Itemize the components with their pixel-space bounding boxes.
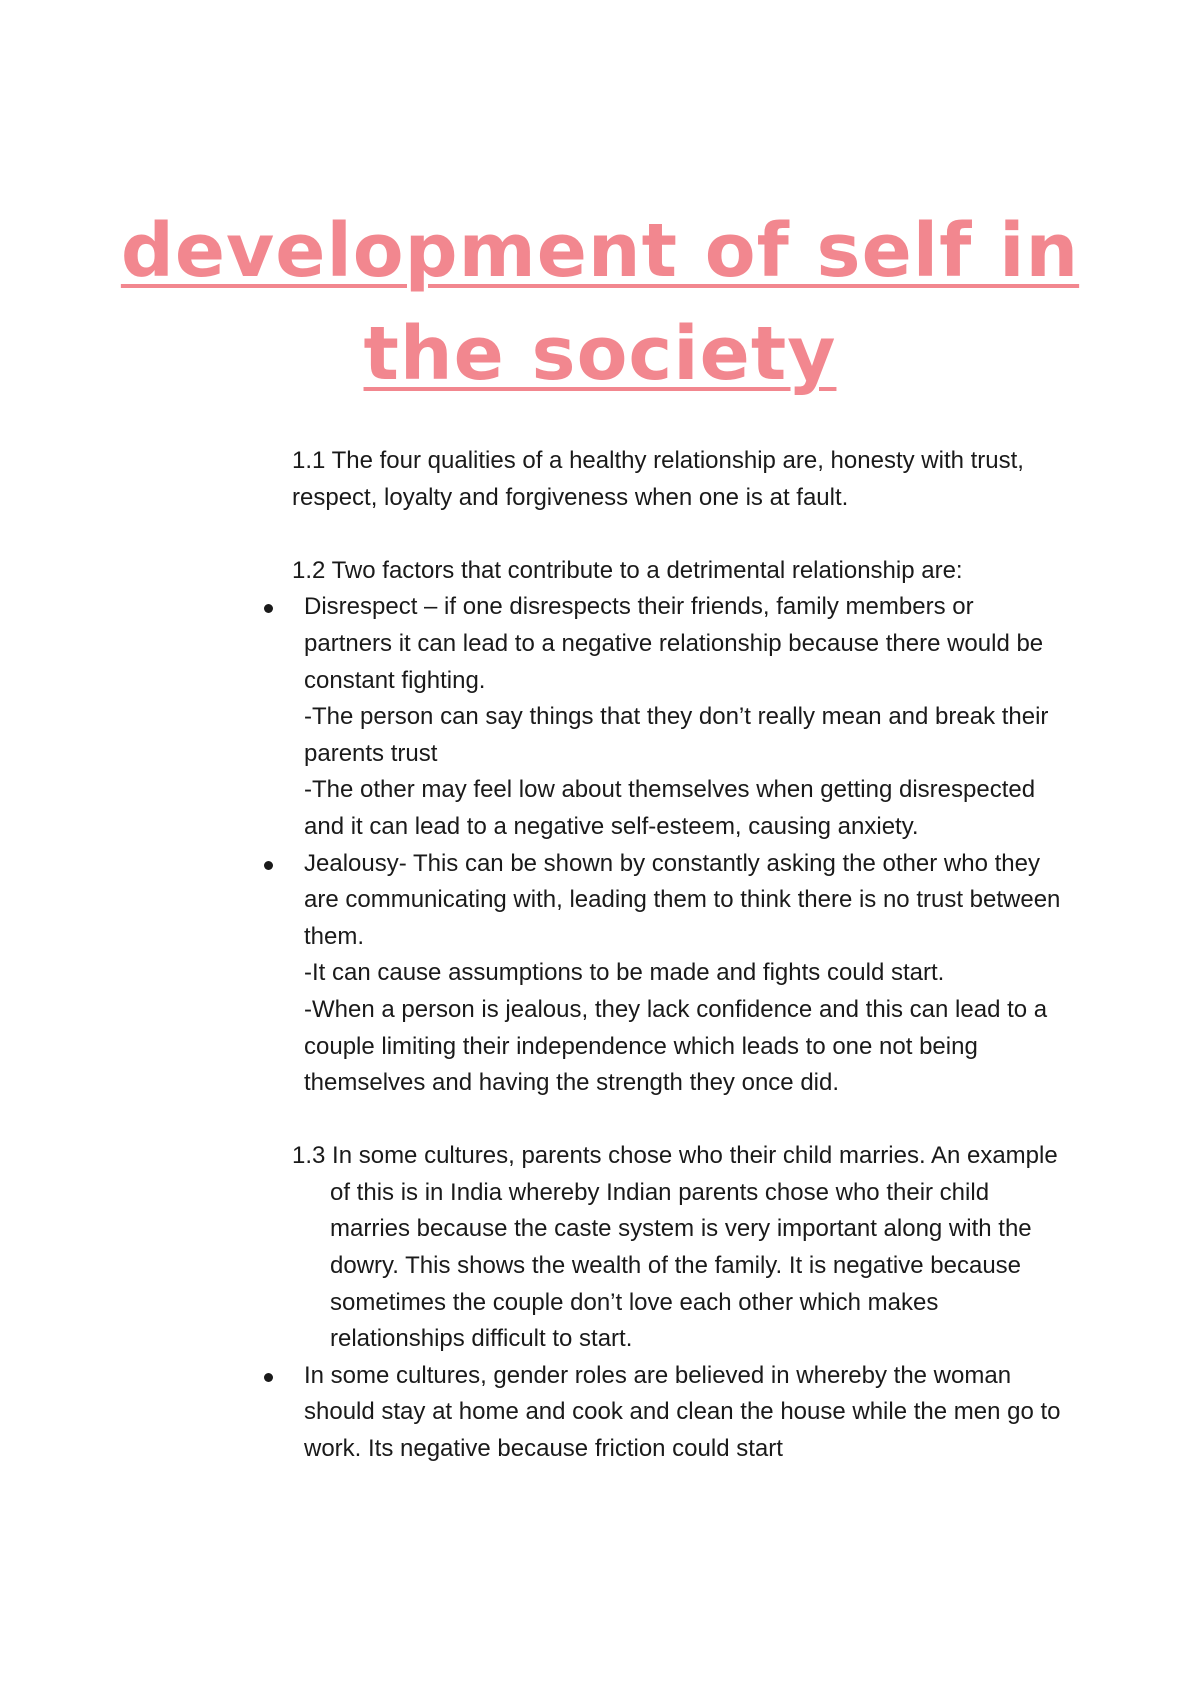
document-title bbox=[0, 200, 1200, 406]
title-line-1: development of self in bbox=[120, 207, 1080, 294]
bullet-sub-text: -The other may feel low about themselves when getting disrespected and it can lead to a negative self-esteem, causing anxiety. bbox=[304, 776, 1036, 840]
title-line-2: the society bbox=[363, 310, 837, 397]
bullet-icon bbox=[264, 861, 273, 870]
paragraph-1-1: 1.1 The four qualities of a healthy relationship are, honesty with trust, respect, loyalty and forgiveness when one is at fault. bbox=[292, 447, 1024, 511]
list-item bbox=[0, 1358, 1064, 1468]
bullet-icon bbox=[264, 604, 273, 613]
paragraph-1-2-intro: 1.2 Two factors that contribute to a detrimental relationship are: bbox=[292, 556, 963, 584]
list-item bbox=[0, 846, 1064, 1102]
bullet-sub-text: -The person can say things that they don’t really mean and break their parents trust bbox=[304, 703, 1049, 767]
bullet-lead-text: Jealousy- This can be shown by constantly asking the other who they are communicating with, leading them to think there is no trust between them. bbox=[304, 849, 1061, 950]
document-body bbox=[0, 443, 1200, 1468]
paragraph-1-3: 1.3 In some cultures, parents chose who their child marries. An example of this is in India whereby Indian parents chose who their child marries because the caste system is very important along with the dowry. This shows the wealth of the family. It is negative because sometimes the couple don’t love each other which makes relationships difficult to start. bbox=[292, 1142, 1058, 1353]
bullet-lead-text: In some cultures, gender roles are believed in whereby the woman should stay at home and cook and clean the house while the men go to work. Its negative because friction could start bbox=[304, 1361, 1061, 1463]
list-item bbox=[0, 589, 1064, 845]
spacer bbox=[0, 516, 1200, 553]
bullet-sub-text: -When a person is jealous, they lack confidence and this can lead to a couple limiting their independence which leads to one not being themselves and having the strength they once did. bbox=[304, 995, 1048, 1097]
spacer bbox=[0, 1102, 1200, 1139]
bullet-sub-text: -It can cause assumptions to be made and fights could start. bbox=[304, 959, 945, 987]
bullet-icon bbox=[264, 1373, 273, 1382]
bullet-lead-text: Disrespect – if one disrespects their friends, family members or partners it can lead to a negative relationship because there would be constant fighting. bbox=[304, 593, 1044, 694]
